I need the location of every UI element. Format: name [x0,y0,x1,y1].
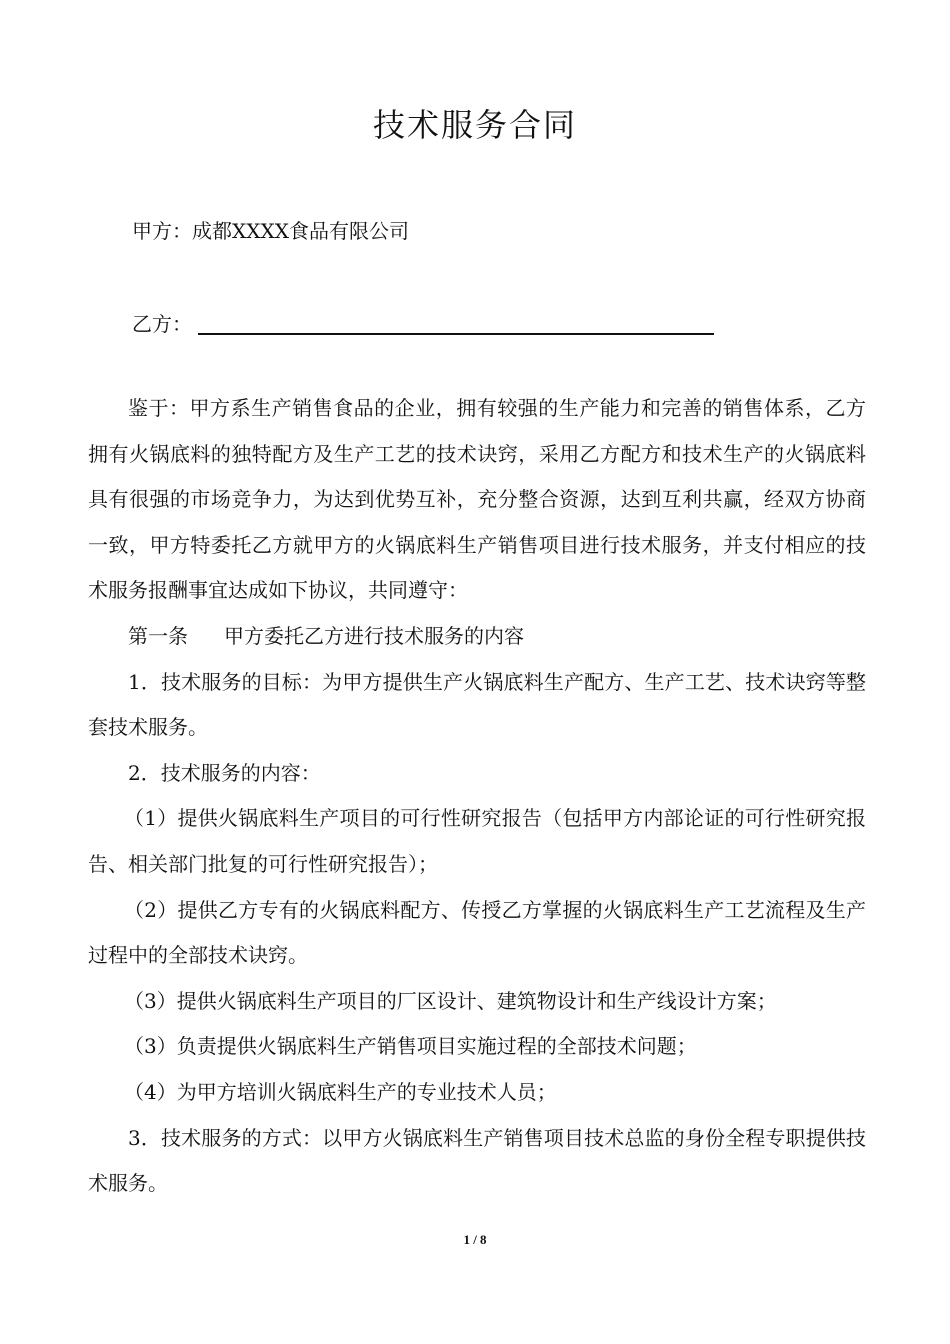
party-b-blank-field[interactable] [198,311,714,335]
party-a-line [132,215,409,244]
party-b-label: 乙方： [132,312,192,336]
document-title: 技术服务合同 [372,106,577,144]
contract-body [88,386,866,1207]
party-a-value: 成都XXXX食品有限公司 [192,219,409,243]
preamble-paragraph: 鉴于：甲方系生产销售食品的企业，拥有较强的生产能力和完善的销售体系，乙方拥有火锅底料的独特配方及生产工艺的技术诀窍，采用乙方配方和技术生产的火锅底料具有很强的市场竞争力，为达到优势互补，充分整合资源，达到互利共赢，经双方协商一致，甲方特委托乙方就甲方的火锅底料生产销售项目进行技术服务，并支付相应的技术服务报酬事宜达成如下协议，共同遵守： [88,396,866,603]
party-a-label: 甲方： [132,219,192,243]
article-number: 第一条 [128,623,188,648]
clause-paragraph: （1）提供火锅底料生产项目的可行性研究报告（包括甲方内部论证的可行性研究报告、相关部门批复的可行性研究报告）； [88,806,866,876]
clause-paragraph: （3）负责提供火锅底料生产销售项目实施过程的全部技术问题； [124,1034,697,1059]
clause-paragraph: （2）提供乙方专有的火锅底料配方、传授乙方掌握的火锅底料生产工艺流程及生产过程中的全部技术诀窍。 [88,897,866,968]
clause-paragraph: （4）为甲方培训火锅底料生产的专业技术人员； [124,1079,557,1104]
clause-paragraph: 2．技术服务的内容： [128,760,321,785]
clause-paragraph: 1．技术服务的目标：为甲方提供生产火锅底料生产配方、生产工艺、技术诀窍等整套技术服务。 [88,669,866,740]
clause-paragraph: （3）提供火锅底料生产项目的厂区设计、建筑物设计和生产线设计方案； [124,988,777,1013]
party-b-line [132,308,714,337]
clause-paragraph: 3．技术服务的方式：以甲方火锅底料生产销售项目技术总监的身份全程专职提供技术服务。 [88,1125,866,1196]
page-number: 1 / 8 [463,1232,487,1247]
article-heading [88,614,866,660]
article-title: 甲方委托乙方进行技术服务的内容 [224,623,524,648]
